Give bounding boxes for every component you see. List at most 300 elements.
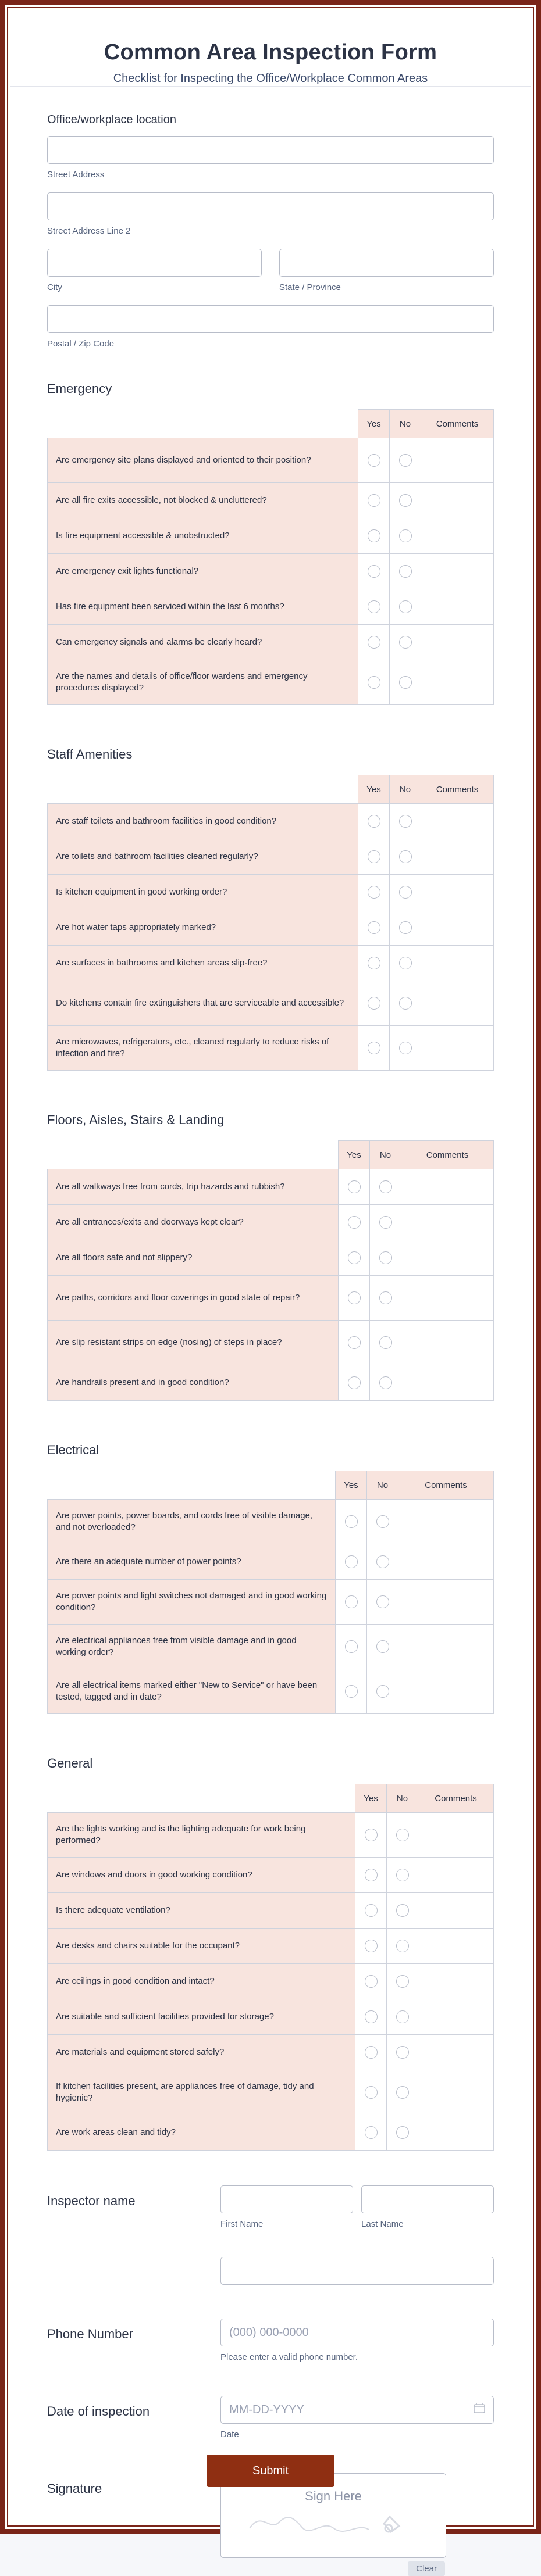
- date-sublabel: Date: [220, 2430, 239, 2439]
- radio-yes[interactable]: [368, 957, 380, 969]
- question-label: Are desks and chairs suitable for the occupant?: [48, 1929, 355, 1964]
- radio-no[interactable]: [399, 997, 412, 1010]
- radio-yes[interactable]: [368, 676, 380, 689]
- cell-yes: [336, 1500, 367, 1544]
- comment-input[interactable]: [418, 2070, 494, 2115]
- section-title: Emergency: [47, 381, 112, 396]
- cell-no: [387, 1929, 418, 1964]
- question-label: Are handrails present and in good condition?: [48, 1365, 339, 1401]
- state-sublabel: State / Province: [279, 282, 341, 292]
- matrix-table: [47, 1471, 494, 1714]
- cell-yes: [358, 804, 390, 839]
- radio-yes[interactable]: [345, 1685, 358, 1698]
- radio-no[interactable]: [399, 850, 412, 863]
- cell-yes: [358, 910, 390, 946]
- table-row: [48, 554, 494, 589]
- question-label: Are paths, corridors and floor coverings in good state of repair?: [48, 1276, 339, 1321]
- calendar-icon[interactable]: [474, 2403, 485, 2417]
- cell-no: [387, 2035, 418, 2070]
- cell-no: [387, 2070, 418, 2115]
- radio-no[interactable]: [399, 1042, 412, 1054]
- inspector-name-label: Inspector name: [47, 2194, 136, 2208]
- clear-signature-button[interactable]: Clear: [408, 2561, 445, 2576]
- form-title: Common Area Inspection Form: [104, 40, 437, 65]
- section-title: Electrical: [47, 1443, 99, 1457]
- table-row: [48, 839, 494, 875]
- radio-no[interactable]: [399, 565, 412, 578]
- signature-block: [47, 2473, 494, 2576]
- comment-input[interactable]: [421, 625, 494, 660]
- question-label: Are the lights working and is the lighting adequate for work being performed?: [48, 1813, 355, 1858]
- cell-yes: [358, 660, 390, 705]
- question-label: Are toilets and bathroom facilities cleaned regularly?: [48, 839, 358, 875]
- radio-no[interactable]: [396, 2086, 409, 2099]
- section-title: Floors, Aisles, Stairs & Landing: [47, 1112, 225, 1127]
- table-row: [48, 1580, 494, 1625]
- cell-yes: [355, 1999, 387, 2035]
- radio-yes[interactable]: [368, 529, 380, 542]
- question-label: Are all walkways free from cords, trip hazards and rubbish?: [48, 1169, 339, 1205]
- section-title: General: [47, 1756, 93, 1770]
- comment-input[interactable]: [421, 483, 494, 518]
- cell-yes: [339, 1205, 370, 1240]
- col-comments-header: Comments: [418, 1784, 494, 1813]
- cell-no: [390, 1026, 421, 1071]
- radio-no[interactable]: [379, 1336, 392, 1349]
- col-yes-header: Yes: [336, 1471, 367, 1500]
- question-label: Are all fire exits accessible, not blocked & uncluttered?: [48, 483, 358, 518]
- comment-input[interactable]: [418, 1929, 494, 1964]
- comment-input[interactable]: [401, 1276, 494, 1321]
- state-input[interactable]: [279, 249, 494, 277]
- radio-no[interactable]: [399, 886, 412, 899]
- radio-yes[interactable]: [365, 1829, 378, 1841]
- radio-no[interactable]: [379, 1180, 392, 1193]
- question-label: Are hot water taps appropriately marked?: [48, 910, 358, 946]
- radio-yes[interactable]: [365, 2086, 378, 2099]
- cell-yes: [355, 1858, 387, 1893]
- comment-input[interactable]: [398, 1500, 494, 1544]
- comment-input[interactable]: [398, 1580, 494, 1625]
- radio-yes[interactable]: [368, 850, 380, 863]
- form-header: [10, 6, 531, 87]
- comment-input[interactable]: [401, 1240, 494, 1276]
- cell-no: [390, 804, 421, 839]
- radio-yes[interactable]: [345, 1555, 358, 1568]
- question-label: Are ceilings in good condition and intact?: [48, 1964, 355, 1999]
- table-row: [48, 1365, 494, 1401]
- cell-yes: [339, 1169, 370, 1205]
- last-name-input[interactable]: [361, 2185, 494, 2213]
- question-label: Are emergency site plans displayed and oriented to their position?: [48, 438, 358, 483]
- comment-input[interactable]: [421, 804, 494, 839]
- cell-no: [370, 1276, 401, 1321]
- radio-no[interactable]: [396, 2046, 409, 2059]
- radio-yes[interactable]: [348, 1376, 361, 1389]
- table-row: [48, 1321, 494, 1365]
- col-yes-header: Yes: [358, 775, 390, 804]
- matrix-corner: [48, 1784, 355, 1813]
- matrix-corner: [48, 410, 358, 438]
- question-label: Are surfaces in bathrooms and kitchen areas slip-free?: [48, 946, 358, 981]
- question-label: Are there an adequate number of power points?: [48, 1544, 336, 1580]
- cell-yes: [339, 1365, 370, 1401]
- question-label: Is kitchen equipment in good working order?: [48, 875, 358, 910]
- city-input[interactable]: [47, 249, 262, 277]
- table-row: [48, 660, 494, 705]
- radio-no[interactable]: [399, 494, 412, 507]
- table-row: [48, 1813, 494, 1858]
- radio-no[interactable]: [379, 1216, 392, 1229]
- cell-no: [390, 438, 421, 483]
- table-row: [48, 1858, 494, 1893]
- matrix-table: [47, 1784, 494, 2151]
- date-label: Date of inspection: [47, 2404, 150, 2418]
- cell-yes: [358, 981, 390, 1026]
- question-label: Are staff toilets and bathroom facilities in good condition?: [48, 804, 358, 839]
- radio-yes[interactable]: [368, 636, 380, 649]
- street-address-input[interactable]: [47, 136, 494, 164]
- cell-yes: [358, 625, 390, 660]
- cell-no: [367, 1669, 398, 1714]
- phone-block: [47, 2319, 494, 2362]
- comment-input[interactable]: [401, 1205, 494, 1240]
- radio-yes[interactable]: [365, 1869, 378, 1881]
- section-title: Staff Amenities: [47, 747, 133, 761]
- table-row: [48, 1169, 494, 1205]
- question-label: Has fire equipment been serviced within the last 6 months?: [48, 589, 358, 625]
- cell-no: [387, 1858, 418, 1893]
- radio-yes[interactable]: [365, 2126, 378, 2139]
- comment-input[interactable]: [421, 589, 494, 625]
- matrix-table: [47, 409, 494, 705]
- table-row: [48, 981, 494, 1026]
- comment-input[interactable]: [418, 1893, 494, 1929]
- table-row: [48, 1669, 494, 1714]
- comment-input[interactable]: [418, 2115, 494, 2151]
- cell-yes: [336, 1580, 367, 1625]
- cell-yes: [355, 1813, 387, 1858]
- cell-yes: [355, 1893, 387, 1929]
- matrix-corner: [48, 775, 358, 804]
- radio-yes[interactable]: [368, 886, 380, 899]
- table-row: [48, 1240, 494, 1276]
- cell-no: [367, 1500, 398, 1544]
- form-subtitle: Checklist for Inspecting the Office/Workplace Common Areas: [113, 72, 428, 85]
- cell-yes: [336, 1544, 367, 1580]
- inspector-name-block: [47, 2185, 494, 2285]
- question-label: Are all entrances/exits and doorways kept clear?: [48, 1205, 339, 1240]
- cell-no: [390, 483, 421, 518]
- cell-no: [370, 1321, 401, 1365]
- cell-yes: [339, 1240, 370, 1276]
- table-row: [48, 1893, 494, 1929]
- col-no-header: No: [390, 410, 421, 438]
- question-label: If kitchen facilities present, are appliances free of damage, tidy and hygienic?: [48, 2070, 355, 2115]
- cell-yes: [355, 1964, 387, 1999]
- cell-no: [387, 2115, 418, 2151]
- cell-no: [390, 981, 421, 1026]
- form-card: [5, 5, 536, 2574]
- radio-yes[interactable]: [365, 2046, 378, 2059]
- radio-no[interactable]: [396, 1975, 409, 1988]
- comment-input[interactable]: [421, 518, 494, 554]
- col-yes-header: Yes: [355, 1784, 387, 1813]
- cell-yes: [336, 1625, 367, 1669]
- comment-input[interactable]: [401, 1365, 494, 1401]
- comment-input[interactable]: [418, 1858, 494, 1893]
- phone-label: Phone Number: [47, 2327, 133, 2341]
- cell-yes: [358, 839, 390, 875]
- radio-yes[interactable]: [348, 1180, 361, 1193]
- cell-no: [390, 839, 421, 875]
- radio-yes[interactable]: [368, 921, 380, 934]
- radio-yes[interactable]: [365, 1940, 378, 1952]
- postal-code-sublabel: Postal / Zip Code: [47, 339, 115, 349]
- col-no-header: No: [370, 1141, 401, 1169]
- radio-no[interactable]: [399, 454, 412, 467]
- question-label: Can emergency signals and alarms be clearly heard?: [48, 625, 358, 660]
- table-row: [48, 1026, 494, 1071]
- col-yes-header: Yes: [339, 1141, 370, 1169]
- col-yes-header: Yes: [358, 410, 390, 438]
- question-label: Are power points, power boards, and cords free of visible damage, and not overloaded?: [48, 1500, 336, 1544]
- address-block: [47, 113, 494, 349]
- col-no-header: No: [387, 1784, 418, 1813]
- table-row: [48, 875, 494, 910]
- cell-no: [387, 1893, 418, 1929]
- comment-input[interactable]: [421, 554, 494, 589]
- question-label: Is fire equipment accessible & unobstructed?: [48, 518, 358, 554]
- radio-yes[interactable]: [368, 565, 380, 578]
- radio-yes[interactable]: [345, 1595, 358, 1608]
- table-row: [48, 2115, 494, 2151]
- first-name-sublabel: First Name: [220, 2219, 264, 2229]
- radio-yes[interactable]: [348, 1251, 361, 1264]
- cell-no: [367, 1580, 398, 1625]
- cell-yes: [339, 1276, 370, 1321]
- cell-yes: [339, 1321, 370, 1365]
- radio-no[interactable]: [399, 676, 412, 689]
- postal-code-input[interactable]: [47, 305, 494, 333]
- comment-input[interactable]: [418, 1813, 494, 1858]
- radio-yes[interactable]: [365, 1904, 378, 1917]
- cell-yes: [355, 2070, 387, 2115]
- radio-no[interactable]: [396, 2126, 409, 2139]
- cell-yes: [355, 2035, 387, 2070]
- radio-no[interactable]: [379, 1251, 392, 1264]
- question-label: Do kitchens contain fire extinguishers that are serviceable and accessible?: [48, 981, 358, 1026]
- radio-no[interactable]: [376, 1595, 389, 1608]
- section-4: [47, 1756, 494, 2151]
- radio-yes[interactable]: [368, 997, 380, 1010]
- radio-yes[interactable]: [368, 815, 380, 828]
- question-label: Are microwaves, refrigerators, etc., cleaned regularly to reduce risks of infection and fire?: [48, 1026, 358, 1071]
- cell-no: [370, 1240, 401, 1276]
- signature-label: Signature: [47, 2481, 102, 2496]
- table-row: [48, 1500, 494, 1544]
- table-row: [48, 1929, 494, 1964]
- comment-input[interactable]: [421, 946, 494, 981]
- comment-input[interactable]: [421, 660, 494, 705]
- table-row: [48, 483, 494, 518]
- cell-yes: [355, 2115, 387, 2151]
- radio-no[interactable]: [399, 600, 412, 613]
- table-row: [48, 518, 494, 554]
- question-label: Are power points and light switches not damaged and in good working condition?: [48, 1580, 336, 1625]
- street-address-line2-input[interactable]: [47, 192, 494, 220]
- comment-input[interactable]: [421, 981, 494, 1026]
- radio-no[interactable]: [376, 1685, 389, 1698]
- cell-no: [390, 518, 421, 554]
- col-comments-header: Comments: [401, 1141, 494, 1169]
- matrix-table: [47, 1140, 494, 1401]
- cell-no: [367, 1625, 398, 1669]
- cell-yes: [336, 1669, 367, 1714]
- comment-input[interactable]: [398, 1669, 494, 1714]
- cell-no: [390, 910, 421, 946]
- cell-no: [390, 554, 421, 589]
- table-row: [48, 2070, 494, 2115]
- comment-input[interactable]: [401, 1169, 494, 1205]
- radio-yes[interactable]: [368, 494, 380, 507]
- radio-no[interactable]: [396, 1869, 409, 1881]
- cell-yes: [358, 875, 390, 910]
- question-label: Are materials and equipment stored safely?: [48, 2035, 355, 2070]
- table-row: [48, 1964, 494, 1999]
- section-1: [47, 747, 494, 1071]
- cell-no: [390, 875, 421, 910]
- inspector-extra-input[interactable]: [220, 2257, 494, 2285]
- radio-yes[interactable]: [348, 1291, 361, 1304]
- col-no-header: No: [367, 1471, 398, 1500]
- radio-no[interactable]: [399, 636, 412, 649]
- question-label: Are the names and details of office/floor wardens and emergency procedures displayed?: [48, 660, 358, 705]
- cell-no: [367, 1544, 398, 1580]
- question-label: Are all electrical items marked either "New to Service" or have been tested, tagged and in date?: [48, 1669, 336, 1714]
- radio-yes[interactable]: [368, 454, 380, 467]
- question-label: Are work areas clean and tidy?: [48, 2115, 355, 2151]
- comment-input[interactable]: [421, 1026, 494, 1071]
- table-row: [48, 2035, 494, 2070]
- col-comments-header: Comments: [421, 775, 494, 804]
- comment-input[interactable]: [421, 438, 494, 483]
- table-row: [48, 1205, 494, 1240]
- section-3: [47, 1443, 494, 1714]
- radio-no[interactable]: [399, 529, 412, 542]
- matrix-table: [47, 775, 494, 1071]
- cell-yes: [358, 438, 390, 483]
- comment-input[interactable]: [398, 1625, 494, 1669]
- date-input[interactable]: [220, 2396, 494, 2424]
- radio-no[interactable]: [376, 1515, 389, 1528]
- radio-yes[interactable]: [348, 1216, 361, 1229]
- comment-input[interactable]: [418, 1964, 494, 1999]
- street-address-sublabel: Street Address: [47, 170, 105, 180]
- question-label: Are suitable and sufficient facilities provided for storage?: [48, 1999, 355, 2035]
- submit-button[interactable]: Submit: [207, 2455, 334, 2487]
- table-row: [48, 1544, 494, 1580]
- cell-no: [390, 660, 421, 705]
- cell-no: [370, 1205, 401, 1240]
- radio-yes[interactable]: [368, 600, 380, 613]
- radio-no[interactable]: [376, 1555, 389, 1568]
- radio-yes[interactable]: [345, 1515, 358, 1528]
- radio-no[interactable]: [376, 1640, 389, 1653]
- phone-hint: Please enter a valid phone number.: [220, 2352, 358, 2362]
- col-no-header: No: [390, 775, 421, 804]
- question-label: Are all floors safe and not slippery?: [48, 1240, 339, 1276]
- question-label: Are windows and doors in good working condition?: [48, 1858, 355, 1893]
- first-name-input[interactable]: [220, 2185, 353, 2213]
- radio-no[interactable]: [399, 957, 412, 969]
- cell-yes: [358, 554, 390, 589]
- table-row: [48, 1276, 494, 1321]
- radio-no[interactable]: [396, 1940, 409, 1952]
- cell-yes: [358, 589, 390, 625]
- radio-yes[interactable]: [365, 1975, 378, 1988]
- comment-input[interactable]: [398, 1544, 494, 1580]
- radio-yes[interactable]: [368, 1042, 380, 1054]
- date-block: [47, 2396, 494, 2439]
- last-name-sublabel: Last Name: [361, 2219, 404, 2229]
- table-row: [48, 1999, 494, 2035]
- city-sublabel: City: [47, 282, 62, 292]
- cell-no: [387, 1813, 418, 1858]
- cell-yes: [358, 483, 390, 518]
- table-row: [48, 589, 494, 625]
- comment-input[interactable]: [421, 839, 494, 875]
- cell-no: [387, 1964, 418, 1999]
- cell-no: [370, 1169, 401, 1205]
- comment-input[interactable]: [401, 1321, 494, 1365]
- comment-input[interactable]: [421, 910, 494, 946]
- radio-no[interactable]: [396, 1829, 409, 1841]
- cell-yes: [358, 946, 390, 981]
- cell-yes: [358, 518, 390, 554]
- radio-no[interactable]: [399, 815, 412, 828]
- question-label: Are slip resistant strips on edge (nosing) of steps in place?: [48, 1321, 339, 1365]
- table-row: [48, 910, 494, 946]
- comment-input[interactable]: [418, 1999, 494, 2035]
- table-row: [48, 625, 494, 660]
- signature-placeholder: Sign Here: [305, 2489, 362, 2503]
- cell-no: [390, 589, 421, 625]
- table-row: [48, 946, 494, 981]
- col-comments-header: Comments: [421, 410, 494, 438]
- radio-yes[interactable]: [365, 2010, 378, 2023]
- matrix-corner: [48, 1471, 336, 1500]
- radio-yes[interactable]: [345, 1640, 358, 1653]
- radio-no[interactable]: [396, 1904, 409, 1917]
- section-2: [47, 1112, 494, 1401]
- section-0: [47, 381, 494, 705]
- radio-no[interactable]: [399, 921, 412, 934]
- question-label: Is there adequate ventilation?: [48, 1893, 355, 1929]
- cell-no: [370, 1365, 401, 1401]
- comment-input[interactable]: [418, 2035, 494, 2070]
- cell-yes: [358, 1026, 390, 1071]
- radio-no[interactable]: [396, 2010, 409, 2023]
- cell-no: [390, 946, 421, 981]
- comment-input[interactable]: [421, 875, 494, 910]
- radio-no[interactable]: [379, 1376, 392, 1389]
- table-row: [48, 1625, 494, 1669]
- radio-yes[interactable]: [348, 1336, 361, 1349]
- phone-input[interactable]: (000) 000-0000: [220, 2319, 494, 2346]
- radio-no[interactable]: [379, 1291, 392, 1304]
- question-label: Are electrical appliances free from visible damage and in good working order?: [48, 1625, 336, 1669]
